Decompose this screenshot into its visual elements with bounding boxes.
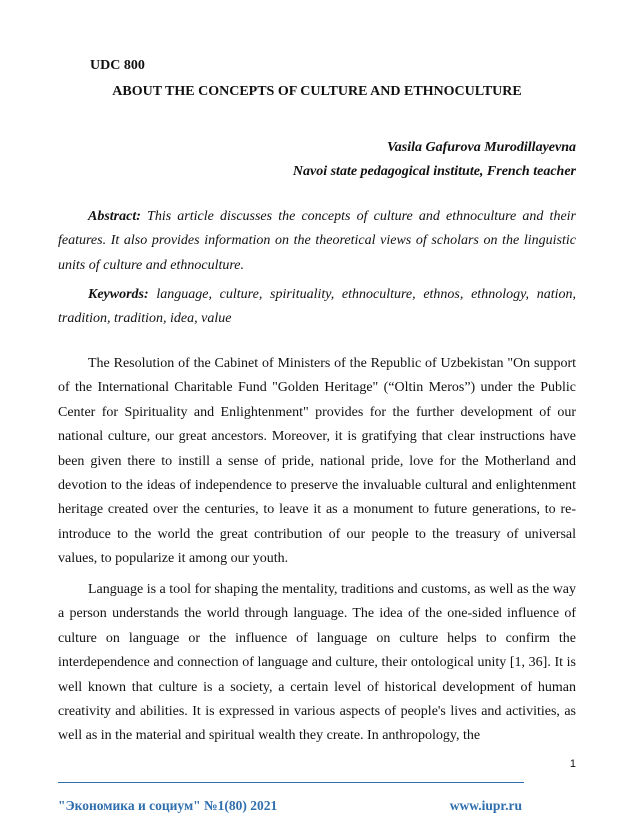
paragraph-text: The Resolution of the Cabinet of Ministers of the Republic of Uzbekistan "On support of the International Charitable Fund "Golden Heritage" (“Oltin Meros”) under the Public Center for Spirituality and Enlightenment" provides for the further development of our national culture, our great ancestors. Moreover, it is gratifying that clear instructions have been given there to instill a sense of pride, national pride, love for the Motherland and devotion to the ideas of independence to preserve the invaluable cultural and enlightenment heritage created over the centuries, to leave it as a monument to future generations, to re-introduce to the world the great contribution of our people to the treasury of universal values, to popularize it among our youth.: [58, 356, 576, 567]
body-paragraph-2: [58, 578, 576, 749]
keywords-section: [58, 283, 576, 332]
author-name: Vasila Gafurova Murodillayevna: [386, 140, 576, 155]
page-number: 1: [569, 758, 576, 770]
keywords-text: language, culture, spirituality, ethnoculture, ethnos, ethnology, nation, tradition, tradition, idea, value: [58, 287, 577, 327]
keywords-label: Keywords:: [88, 287, 149, 302]
abstract-text: This article discusses the concepts of culture and ethnoculture and their features. It also provides information on the theoretical views of scholars on the linguistic units of culture and ethnoculture.: [58, 209, 576, 273]
paragraph-text: Language is a tool for shaping the mentality, traditions and customs, as well as the way a person understands the world through language. The idea of the one-sided influence of culture on language or the influence of language on culture helps to confirm the interdependence and connection of language and culture, their ontological unity [1, 36]. It is well known that culture is a society, a certain level of historical development of human creativity and abilities. It is expressed in various aspects of people's lives and activities, as well as in the material and spiritual wealth they create. In anthropology, the: [58, 582, 576, 744]
footer-journal: "Экономика и социум" №1(80) 2021: [58, 798, 278, 813]
udc-code: UDC 800: [90, 58, 145, 73]
footer-website-link[interactable]: www.iupr.ru: [449, 798, 522, 813]
article-title: ABOUT THE CONCEPTS OF CULTURE AND ETHNOCULTURE: [112, 84, 522, 99]
author-block: [293, 136, 576, 184]
abstract-section: [58, 205, 576, 278]
author-affiliation: Navoi state pedagogical institute, French teacher: [292, 164, 576, 179]
footer-divider: [58, 782, 524, 783]
abstract-label: Abstract:: [88, 209, 141, 224]
body-paragraph-1: [58, 352, 576, 572]
